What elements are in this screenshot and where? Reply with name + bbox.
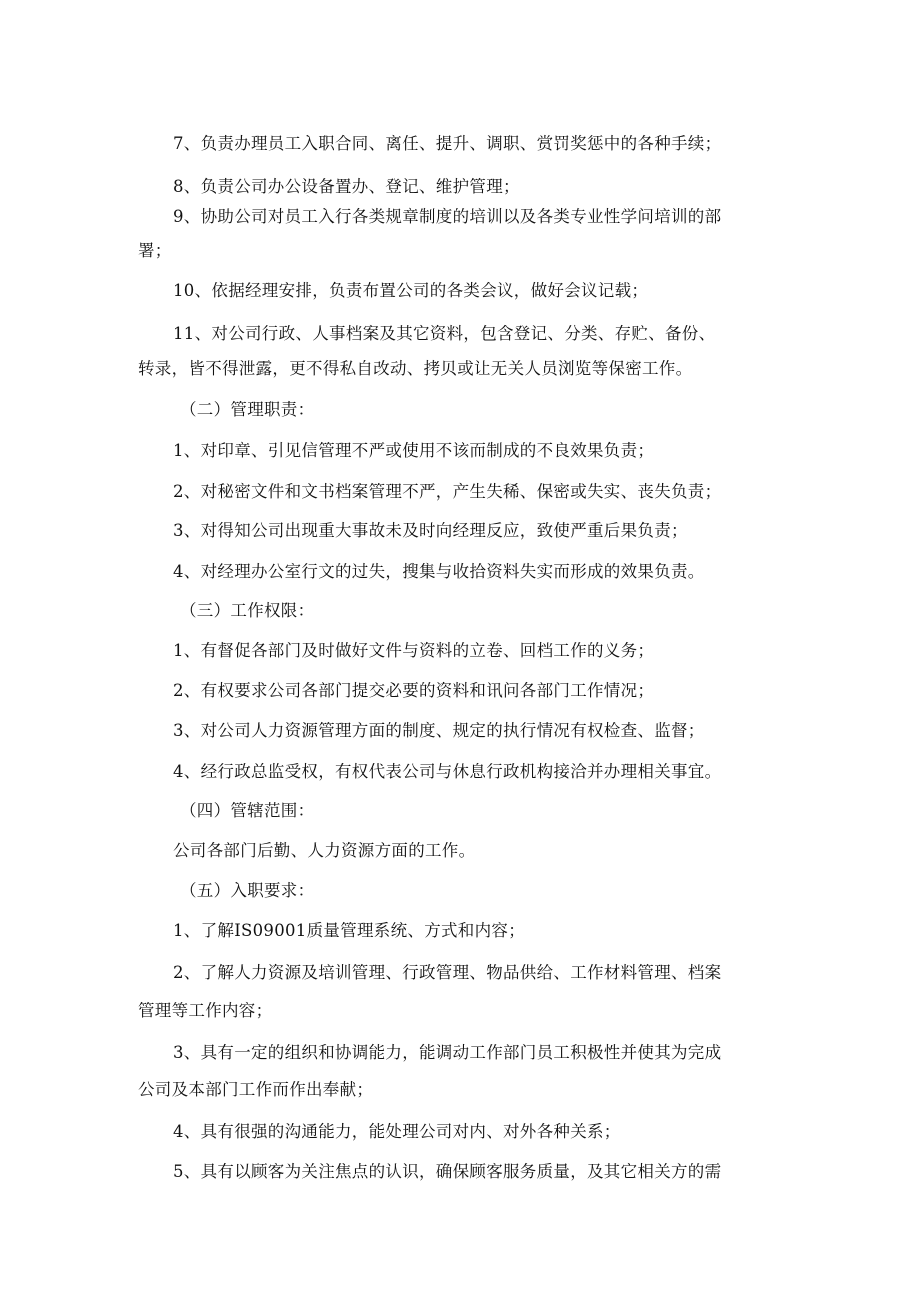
text-line: 10、依据经理安排，负责布置公司的各类会议，做好会议记载； bbox=[173, 281, 649, 300]
text-line: 3、对得知公司出现重大事故未及时向经理反应，致使严重后果负责； bbox=[173, 521, 688, 540]
text-line: 1、了解IS09001质量管理系统、方式和内容； bbox=[173, 921, 526, 940]
text-line: 11、对公司行政、人事档案及其它资料，包含登记、分类、存贮、备份、 bbox=[173, 324, 716, 343]
text-line: 公司及本部门工作而作出奉献； bbox=[138, 1080, 374, 1099]
text-line: 2、有权要求公司各部门提交必要的资料和讯问各部门工作情况； bbox=[173, 681, 655, 700]
text-line: 4、具有很强的沟通能力，能处理公司对内、对外各种关系； bbox=[173, 1122, 621, 1141]
text-line: 2、对秘密文件和文书档案管理不严，产生失稀、保密或失实、丧失负责； bbox=[173, 482, 722, 501]
text-line: 4、经行政总监受权，有权代表公司与休息行政机构接洽并办理相关事宜。 bbox=[173, 762, 722, 781]
section-heading: （三）工作权限： bbox=[180, 601, 315, 620]
text-line: 9、协助公司对员工入行各类规章制度的培训以及各类专业性学问培训的部 bbox=[173, 207, 722, 226]
text-line: 管理等工作内容； bbox=[138, 1001, 273, 1020]
text-line: 署； bbox=[138, 241, 172, 260]
text-line: 公司各部门后勤、人力资源方面的工作。 bbox=[173, 841, 476, 860]
text-line: 5、具有以顾客为关注焦点的认识，确保顾客服务质量，及其它相关方的需 bbox=[173, 1162, 722, 1181]
text-line: 4、对经理办公室行文的过失，搜集与收拾资料失实而形成的效果负责。 bbox=[173, 562, 705, 581]
section-heading: （四）管辖范围： bbox=[180, 801, 315, 820]
text-line: 2、了解人力资源及培训管理、行政管理、物品供给、工作材料管理、档案 bbox=[173, 963, 722, 982]
text-line: 3、具有一定的组织和协调能力，能调动工作部门员工积极性并使其为完成 bbox=[173, 1043, 722, 1062]
text-line: 7、负责办理员工入职合同、离任、提升、调职、赏罚奖惩中的各种手续； bbox=[173, 134, 722, 153]
text-line: 3、对公司人力资源管理方面的制度、规定的执行情况有权检查、监督； bbox=[173, 721, 705, 740]
text-line: 8、负责公司办公设备置办、登记、维护管理； bbox=[173, 177, 520, 196]
section-heading: （二）管理职责： bbox=[180, 400, 315, 419]
section-heading: （五）入职要求： bbox=[180, 881, 315, 900]
text-line: 转录，皆不得泄露，更不得私自改动、拷贝或让无关人员浏览等保密工作。 bbox=[138, 359, 693, 378]
text-line: 1、有督促各部门及时做好文件与资料的立卷、回档工作的义务； bbox=[173, 641, 655, 660]
text-line: 1、对印章、引见信管理不严或使用不该而制成的不良效果负责； bbox=[173, 441, 655, 460]
